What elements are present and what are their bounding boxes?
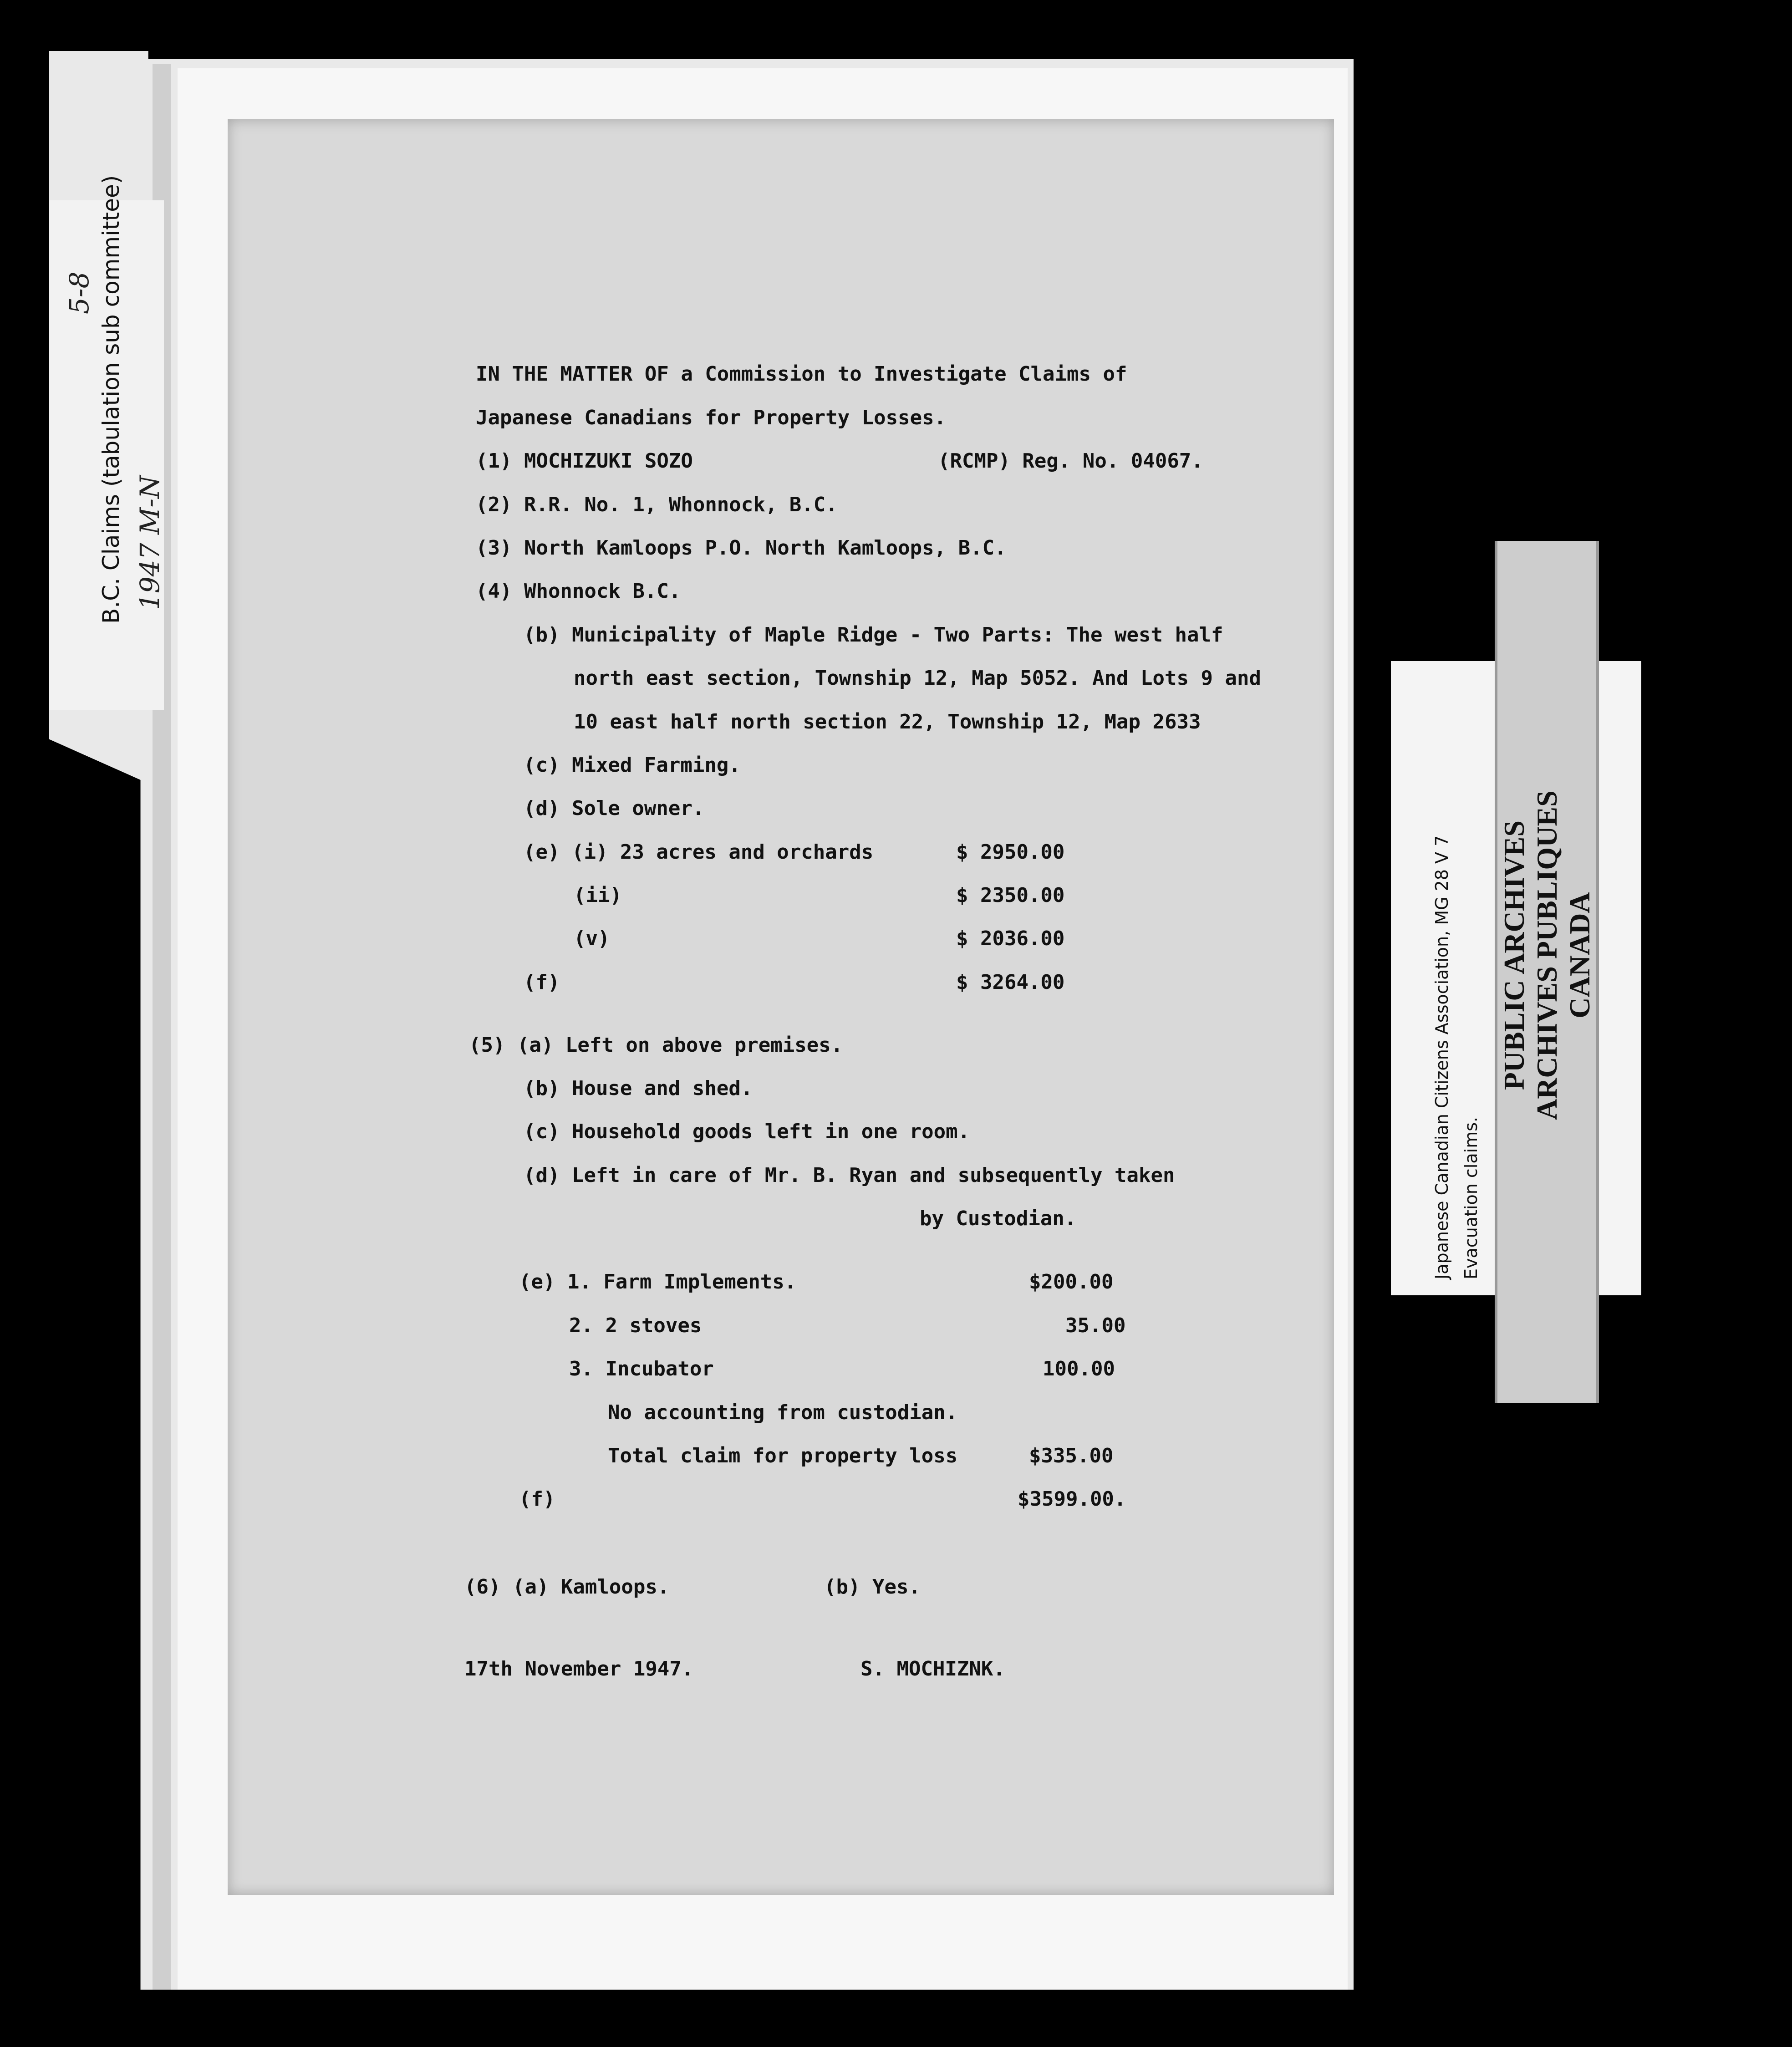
item-5e-1-amount: $200.00 bbox=[1029, 1270, 1114, 1293]
folder-label-text: B.C. Claims (tabulation sub committee) bbox=[98, 175, 124, 624]
item-4e-i-amount: $ 2950.00 bbox=[956, 840, 1065, 864]
claim-document bbox=[228, 119, 1334, 1895]
document-date: 17th November 1947. bbox=[464, 1657, 694, 1680]
total-claim-label: Total claim for property loss bbox=[608, 1444, 958, 1467]
item-4b-line-1: (b) Municipality of Maple Ridge - Two Parts: The west half bbox=[524, 623, 1223, 647]
item-6b: (b) Yes. bbox=[824, 1575, 921, 1599]
registration-number: (RCMP) Reg. No. 04067. bbox=[938, 449, 1203, 473]
no-accounting-note: No accounting from custodian. bbox=[608, 1401, 958, 1424]
folder-handwritten-code: 5-8 bbox=[64, 271, 95, 314]
item-5e-3-amount: 100.00 bbox=[1043, 1357, 1115, 1380]
total-claim-amount: $335.00 bbox=[1029, 1444, 1114, 1467]
item-4c: (c) Mixed Farming. bbox=[524, 754, 741, 777]
claimant-name: (1) MOCHIZUKI SOZO bbox=[476, 449, 693, 473]
item-5b: (b) House and shed. bbox=[524, 1077, 753, 1100]
item-4b-line-2: north east section, Township 12, Map 5052. And Lots 9 and bbox=[574, 667, 1261, 690]
item-4f-amount: $ 3264.00 bbox=[956, 971, 1065, 994]
item-5e-2-label: 2. 2 stoves bbox=[569, 1314, 702, 1337]
item-5d-line-1: (d) Left in care of Mr. B. Ryan and subsequently taken bbox=[524, 1164, 1175, 1187]
item-6a: (6) (a) Kamloops. bbox=[464, 1575, 670, 1599]
stamp-line-1: PUBLIC ARCHIVES bbox=[1498, 820, 1530, 1090]
folder-handwritten-year: 1947 M-N bbox=[134, 475, 165, 610]
item-4b-line-3: 10 east half north section 22, Township 12, Map 2633 bbox=[574, 710, 1201, 733]
item-4e-i-label: (e) (i) 23 acres and orchards bbox=[524, 840, 874, 864]
item-5e-1-label: (e) 1. Farm Implements. bbox=[519, 1270, 797, 1293]
item-4e-v-label: (v) bbox=[574, 927, 610, 950]
item-5f-label: (f) bbox=[519, 1487, 555, 1511]
item-4f-label: (f) bbox=[524, 971, 560, 994]
item-4e-v-amount: $ 2036.00 bbox=[956, 927, 1065, 950]
archive-line-2: Evacuation claims. bbox=[1461, 1116, 1481, 1279]
archive-line-1: Japanese Canadian Citizens Association, MG 28 V 7 bbox=[1432, 835, 1452, 1279]
item-5e-3-label: 3. Incubator bbox=[569, 1357, 714, 1380]
stamp-line-2: ARCHIVES PUBLIQUES bbox=[1531, 790, 1563, 1120]
item-4d: (d) Sole owner. bbox=[524, 797, 705, 820]
archive-reference-text bbox=[1427, 835, 1486, 1279]
item-3-address: (3) North Kamloops P.O. North Kamloops, B.C. bbox=[476, 536, 1007, 560]
item-2-address: (2) R.R. No. 1, Whonnock, B.C. bbox=[476, 493, 838, 516]
item-4e-ii-amount: $ 2350.00 bbox=[956, 884, 1065, 907]
item-4-location: (4) Whonnock B.C. bbox=[476, 580, 681, 603]
heading-line-2: Japanese Canadians for Property Losses. bbox=[476, 406, 947, 429]
item-5a: (5) (a) Left on above premises. bbox=[469, 1034, 843, 1057]
item-5d-line-2: by Custodian. bbox=[920, 1207, 1077, 1230]
signature: S. MOCHIZNK. bbox=[860, 1657, 1005, 1680]
heading-line-1: IN THE MATTER OF a Commission to Investigate Claims of bbox=[476, 362, 1127, 386]
item-5f-amount: $3599.00. bbox=[1018, 1487, 1126, 1511]
item-5e-2-amount: 35.00 bbox=[1065, 1314, 1126, 1337]
item-5c: (c) Household goods left in one room. bbox=[524, 1120, 970, 1143]
archive-stamp bbox=[1498, 790, 1596, 1120]
stamp-line-3: CANADA bbox=[1563, 892, 1596, 1018]
item-4e-ii-label: (ii) bbox=[574, 884, 622, 907]
